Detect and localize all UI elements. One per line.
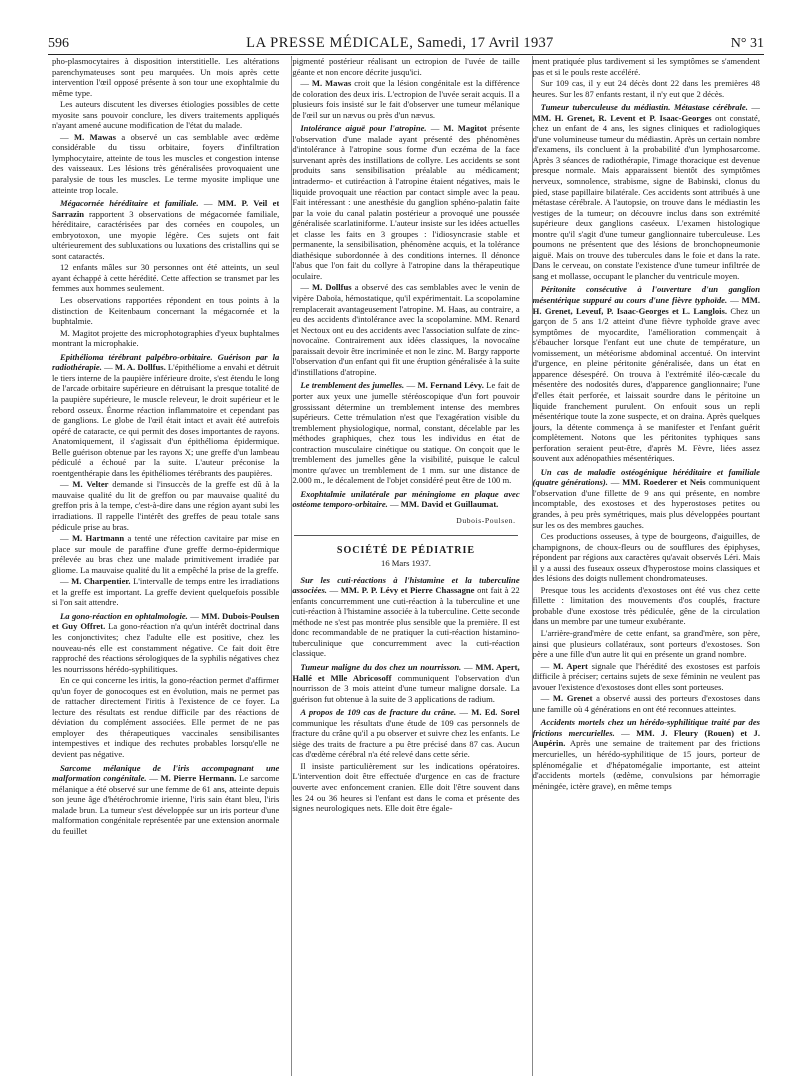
report-title: Mégacornée héréditaire et familiale. xyxy=(60,198,199,209)
report-entry: Tumeur tuberculeuse du médiastin. Métastase cérébrale. — MM. H. Grenet, R. Levent et P. Isaac-Georges ont constaté, chez un enfant de 4 ans, les signes cliniques et radiologiques d'une volumineuse tumeur du médiastin. Après un certain nombre d'examens, ils concluent à la probabilité d'un lymphosarcome. Après 3 séances de radiothérapie, l'image thoracique est devenue presque normale. Mais apparaissent bientôt des symptômes nerveux, somnolence, strabisme, signe de Babinski, clonus du pied, stase papillaire bilatérale. Ces accidents sont attribués à une métastase cérébrale. A l'autopsie, on trouve dans le médiastin les vestiges de la tumeur; on découvre inclus dans son extrémité supérieure deux ganglions caséeux. L'examen histologique montre qu'il s'agit d'une tumeur ganglionnaire tuberculeuse. Les poumons ne présentent que des lésions de bronchopneumonie aiguë. Mais on trouve des tubercules dans le foie et dans la rate. Dans le cerveau, on constate l'existence d'une tumeur infiltrée de sang et mollasse, occupant le plancher du ventricule moyen. xyxy=(532,102,760,281)
author-name: M. Grenet xyxy=(552,693,593,704)
issue-date: , Samedi, 17 Avril 1937 xyxy=(409,35,554,51)
report-title: Sarcome mélanique de l'iris accompagnant une malformation congénitale. xyxy=(52,762,280,784)
report-authors: M. Ed. Sorel xyxy=(471,707,520,718)
journal-title: LA PRESSE MÉDICALE xyxy=(246,35,410,51)
text-columns xyxy=(52,56,760,1076)
report-authors: MM. David et Guillaumat. xyxy=(400,499,499,510)
report-entry: Le tremblement des jumelles. — M. Fernand Lévy. Le fait de porter aux yeux une jumelle stéréoscopique d'un fort pouvoir grossissant détermine un tremblement intense des membres supérieurs. Cette trémulation n'est que l'exagération visible du tremblement physiologique, normal, constant, décelable par les méthodes graphiques, chez tous les individus en état de contraction musculaire cinétique ou statique. On conçoit que le tremblement des jumelles gêne la visibilité, puisque le calcul montre qu'avec un tremblement de 1 mm. sur une distance de 2.000 m., le décalement de l'objet considéré peut être de 100 m. xyxy=(292,380,520,486)
report-text: communique les résultats d'une étude de 109 cas personnels de fracture du crâne qu'il a pu observer et suivre chez les enfants. Le siège des traits de fracture a pu être précisé dans 87 cas. Aucun cas d'œdème cérébral n'a été relevé dans cette série. xyxy=(292,717,520,760)
report-text: Chez un garçon de 5 ans 1/2 atteint d'une fièvre typhoïde grave avec symptômes de myocardite, l'amélioration commençait à s'ébaucher lorsque l'enfant eut une chute de température, un vomissement, un météorisme abdominal accentué. On intervint d'urgence, en pleine péritonite généralisée, dans un état en apparence désespéré. On trouva à l'extrémité iléo-cæcale du mésentère des nodosités dures, d'apparence ganglionnaire; l'une d'elles était perforée, et laissait sourdre dans le péritoine un liquide franchement purulent. On enfouit sous un repli mésentérique toute la zone suspecte, et on draina. Après quelques jours, la détente commença à se manifester et l'enfant guérit complètement. Notons que les péritonites typhiques sans perforation seraient peut-être, d'après M. Fèvre, liées assez souvent aux adénopathies mésentériques. xyxy=(532,305,760,464)
paragraph: — M. Grenet a observé aussi des porteurs d'exostoses dans une famille où 4 générations en ont été reconnues atteintes. xyxy=(532,693,760,714)
report-text: ont fait à 22 enfants concurremment une cuti-réaction à la tuberculine et une cuti-réaction à l'histamine associée à la tuberculine. Cette seconde méthode ne s'est pas montrée plus sensible que la première. Il est donc recommandable de ne pratiquer la cuti-réaction histamino-tuberculinique que concurremment avec la cuti-réaction classique. xyxy=(292,585,520,659)
report-text: communiquent l'observation d'une fillette de 9 ans qui présente, en nombre incomptable, des exostoses et des hyperostoses petites ou grandes, à peu près symétriques, mais plus développées pourtant sur les os des membres gauches. xyxy=(532,477,760,530)
report-title: Tumeur maligne du dos chez un nourrisson. xyxy=(300,661,462,672)
paragraph-text: a observé aussi des porteurs d'exostoses dans une famille où 4 générations en ont été reconnues atteintes. xyxy=(532,693,760,714)
report-entry: Sarcome mélanique de l'iris accompagnant une malformation congénitale. — M. Pierre Hermann. Le sarcome mélanique a été observé sur une femme de 61 ans, atteinte depuis son jeune âge d'hétérochromie irienne, l'iris sain étant bleu, l'iris malade brun. La tumeur s'est développée sur un iris porteur d'une malformation congénitale représentée par une extension anormale du feuillet xyxy=(52,762,280,836)
author-name: M. Apert xyxy=(552,660,588,671)
report-entry: Epithélioma térébrant palpébro-orbitaire. Guérison par la radiothérapie. — M. A. Dollfus. L'épithéliome a envahi et détruit le tiers interne de la paupière inférieure droite, s'est étendu le long de l'arcade orbitaire supérieure en détruisant la presque totalité de la paupière supérieure, le muscle releveur, le droit supérieur et le rebord osseux. Énorme réaction inflammatoire et cependant pas de ganglions. Le globe de l'œil était intact et avait été autrefois opéré de cataracte, ce qui permit des doses importantes de rayons. Anatomiquement, il s'agissait d'un épithélioma épidermique. Belle guérison obtenue par les rayons X; une greffe d'un lambeau pédiculé a échoué par la suite. L'auteur préconise la roentgenthérapie dans les épithéliomes térébrants des paupières. xyxy=(52,351,280,478)
report-entry: Intolérance aiguë pour l'atropine. — M. Magitot présente l'observation d'une malade ayant présenté des phénomènes d'intolérance à l'atropine sous forme d'un eczéma de la face survenant après des instillations de collyre. Les accidents se sont produits sans sensibilisation préalable au médicament; intradermo- et cutiréaction à l'atropine étaient négatives, mais le liquide provoquait une réaction par contact simple avec la peau. Fait intéressant : une anesthésie du ganglion sphéno-palatin faite par la voie du canal palatin postérieur a provoqué une poussée généralisée scarlatiniforme. L'auteur insiste sur les idées actuelles et classe les faits en 3 groupes : l'idiosyncrasie stable et permanente, la sensibilisation, phénomène acquis, et la tolérance diathésique subordonnée à des conditions internes. Il dénonce l'abus que l'on fait du collyre à l'atropine dans la thérapeutique oculaire. xyxy=(292,123,520,281)
paragraph: — M. Mawas a observé un cas semblable avec œdème considérable du tissu orbitaire, foyers d'infiltration lymphocytaire, atteinte de tous les muscles et congestion intense des vaisseaux. Les lésions très généralisées provoquaient une paralysie de tous les muscles. Le terme myosite implique une atteinte trop locale. xyxy=(52,131,280,195)
report-authors: M. A. Dollfus. xyxy=(114,362,166,373)
report-entry: Exophtalmie unilatérale par méningiome en plaque avec ostéome temporo-orbitaire. — MM. David et Guillaumat. xyxy=(292,488,520,510)
report-text: présente l'observation d'une malade ayant présenté des phénomènes d'intolérance à l'atropine sous forme d'un eczéma de la face survenant après des instillations de collyre. Les accidents se sont produits sans sensibilisation préalable au médicament; intradermo- et cutiréaction à l'atropine étaient négatives, mais le liquide provoquait une réaction par contact simple avec la peau. Fait intéressant : une anesthésie du ganglion sphéno-palatin faite par la voie du canal palatin postérieur a provoqué une poussée généralisée scarlatiniforme. L'auteur insiste sur les idées actuelles et classe les faits en 3 groupes : l'idiosyncrasie stable et permanente, la sensibilisation, phénomène acquis, et la tolérance diathésique subordonnée à des conditions internes. Il dénonce l'abus que l'on fait du collyre à l'atropine dans la thérapeutique oculaire. xyxy=(292,123,520,281)
report-title: A propos de 109 cas de fracture du crâne. xyxy=(300,707,457,718)
paragraph: pho-plasmocytaires à disposition interstitielle. Les altérations parenchymateuses sont peu marquées. Un mois après cette intervention l'œil opposé présente à son tour une exophtalmie du même type. xyxy=(52,56,280,98)
paragraph: M. Magitot projette des microphotographies d'yeux buphtalmes montrant la microphakie. xyxy=(52,327,280,349)
column-1 xyxy=(52,56,279,1076)
paragraph: — M. Dollfus a observé des cas semblables avec le venin de vipère Daboïa, hémostatique, qu'il expérimentait. La scopolamine remplacerait avantageusement l'atropine. M. Haas, au contraire, a eu des accidents d'intolérance avec la scopolamine. MM. Renard et Nectoux ont eu des accidents avec l'association sulfate de zinc-novocaïne. Contrairement aux idées classiques, la novocaïne paraissait devoir être incriminée et non le zinc. M. Bargy rapporte l'observation d'un enfant qui fit une éruption généralisée à la suite d'instillations d'atropine. xyxy=(292,282,520,377)
report-authors: MM. H. Grenet, R. Levent et P. Isaac-Georges xyxy=(532,112,712,123)
paragraph-text: a observé des cas semblables avec le venin de vipère Daboïa, hémostatique, qu'il expérimentait. La scopolamine remplacerait avantageusement l'atropine. M. Haas, au contraire, a eu des accidents d'intolérance avec la scopolamine. MM. Renard et Nectoux ont eu des accidents avec l'association sulfate de zinc-novocaïne. Contrairement aux idées classiques, la novocaïne paraissait devoir être incriminée et non le zinc. M. Bargy rapporte l'observation d'un enfant qui fit une éruption généralisée à la suite d'instillations d'atropine. xyxy=(292,282,520,377)
report-authors: MM. H. Grenet, Leveuf, P. Isaac-Georges et L. Langlois. xyxy=(532,295,760,316)
paragraph: — M. Apert signale que l'hérédité des exostoses est parfois difficile à préciser; certains sujets de sexe féminin ne veulent pas avouer l'existence d'exostoses dont elles sont porteuses. xyxy=(532,660,760,692)
report-text: Le sarcome mélanique a été observé sur une femme de 61 ans, atteinte depuis son jeune âge d'hétérochromie irienne, l'iris sain étant bleu, l'iris malade brun. La tumeur s'est développée sur un iris porteur d'une malformation congénitale représentée par une extension anormale du feuillet xyxy=(52,773,280,836)
paragraph-text: demande si l'insuccès de la greffe est dû à la mauvaise qualité du lit de greffon ou par mauvaise qualité du greffon pris à la tempe, c'est-à-dire dans une région ayant subi les irradiations. Il rappelle l'intérêt des greffes de peau totale sans pédicule prise au bras. xyxy=(52,479,280,532)
paragraph: Il insiste particulièrement sur les indications opératoires. L'intervention doit être effectuée d'urgence en cas de fracture ouverte avec enfoncement cranien. Elle doit l'être souvent dans les 24 ou 36 heures si l'enfant est dans le coma et présente des signes neurologiques nets. Elle doit être égale- xyxy=(292,760,520,814)
report-title: La gono-réaction en ophtalmologie. xyxy=(60,610,188,621)
paragraph: Presque tous les accidents d'exostoses ont été vus chez cette fillette : limitation des mouvements d'os couplés, fracture probable d'une exostose très pédiculée, gêne de la circulation dans un membre par une tumeur exubérante. xyxy=(532,584,760,627)
report-authors: MM. P. Veil et Sarrazin xyxy=(52,198,280,219)
report-title: Le tremblement des jumelles. xyxy=(300,380,405,391)
report-text: Après une semaine de traitement par des frictions mercurielles, un hérédo-syphilitique de 15 jours, porteur de splénomégalie et d'hépatomégalie importante, est atteint d'accidents mortels (œdème, convulsions par hémorragie méningée, ictère grave), en même temps xyxy=(532,738,760,791)
author-name: M. Velter xyxy=(72,479,109,490)
report-authors: M. Magitot xyxy=(443,123,487,134)
report-entry: La gono-réaction en ophtalmologie. — MM. Dubois-Poulsen et Guy Offret. La gono-réaction n'a qu'un intérêt doctrinal dans les conjonctivites; chez l'adulte elle est positive, chez les nouveau-nés elle est constamment négative. Ce fait doit être rapproché des réactions sérologiques de la syphilis négatives chez les nourrissons hérédo-syphilitiques. xyxy=(52,610,280,674)
author-name: M. Hartmann xyxy=(71,533,125,544)
report-authors: MM. P. P. Lévy et Pierre Chassagne xyxy=(340,585,475,596)
report-text: rapportent 3 observations de mégacornée familiale, héréditaire, caractérisées par des cornées en coupoles, un embryotoxon, une myopie légère. Ces sujets ont fait ultérieurement des subluxations ou luxations des cristallins qui se sont cataractés. xyxy=(52,208,280,261)
session-date: 16 Mars 1937. xyxy=(381,558,431,569)
paragraph: 12 enfants mâles sur 30 personnes ont été atteints, un seul ayant échappé à cette hérédité. Cette affection se transmet par les femmes aux hommes seulement. xyxy=(52,262,280,294)
section-divider xyxy=(294,535,517,536)
report-title: Sur les cuti-réactions à l'histamine et la tuberculine associées. xyxy=(292,574,520,596)
paragraph: pigmenté postérieur réalisant un ectropion de l'uvée de taille géante et non encore décrite jusqu'ici. xyxy=(292,56,520,77)
paragraph: Sur 109 cas, il y eut 24 décès dont 22 dans les premières 48 heures. Sur les 87 enfants restant, il n'y eut que 2 décès. xyxy=(532,78,760,99)
paragraph: Les auteurs discutent les diverses étiologies possibles de cette myosite sans pouvoir conclure, les divers traitements appliqués n'ayant amené aucune modification de l'état du malade. xyxy=(52,99,280,131)
issue-number: N° 31 xyxy=(730,36,764,51)
column-3 xyxy=(532,56,760,1076)
paragraph-text: a observé un cas semblable avec œdème considérable du tissu orbitaire, foyers d'infiltration lymphocytaire, atteinte de tous les muscles et congestion intense des vaisseaux. Les lésions très généralisées provoquaient une paralysie de tous les muscles. Le terme myosite implique une atteinte trop locale. xyxy=(52,131,280,195)
page-number: 596 xyxy=(48,36,69,51)
report-entry: Accidents mortels chez un hérédo-syphilitique traité par des frictions mercurielles. — MM. J. Fleury (Rouen) et J. Aupérin. Après une semaine de traitement par des frictions mercurielles, un hérédo-syphilitique de 15 jours, porteur de splénomégalie et d'hépatomégalie importante, est atteint d'accidents mortels (œdème, convulsions par hémorragie méningée, ictère grave), en même temps xyxy=(532,717,760,791)
report-authors: MM. Apert, Hallé et Mlle Abricosoff xyxy=(292,661,520,683)
paragraph: ment pratiquée plus tardivement si les symptômes se s'amendent pas et si le pouls reste accéléré. xyxy=(532,56,760,77)
report-title: Exophtalmie unilatérale par méningiome en plaque avec ostéome temporo-orbitaire. xyxy=(292,488,520,510)
signature: Dubois-Poulsen. xyxy=(456,515,516,525)
report-entry: A propos de 109 cas de fracture du crâne. — M. Ed. Sorel communique les résultats d'une étude de 109 cas personnels de fracture du crâne qu'il a pu observer et suivre chez les enfants. Le siège des traits de fracture a pu être précisé dans 87 cas. Aucun cas d'œdème cérébral n'a été relevé dans cette série. xyxy=(292,707,520,760)
report-entry: Tumeur maligne du dos chez un nourrisson. — MM. Apert, Hallé et Mlle Abricosoff communiquent l'observation d'un nourrisson de 3 mois atteint d'une tumeur maligne dorsale. La guérison fut obtenue à la suite de 3 applications de radium. xyxy=(292,661,520,704)
report-title: Epithélioma térébrant palpébro-orbitaire. Guérison par la radiothérapie. xyxy=(52,351,280,373)
society-title: SOCIÉTÉ DE PÉDIATRIE xyxy=(336,544,476,556)
report-title: Accidents mortels chez un hérédo-syphilitique traité par des frictions mercurielles. xyxy=(532,717,760,738)
report-title: Un cas de maladie ostéogénique héréditaire et familiale (quatre générations). xyxy=(532,466,760,488)
report-title: Péritonite consécutive à l'ouverture d'un ganglion mésentérique suppuré au cours d'une fièvre typhoïde. xyxy=(532,284,760,306)
paragraph: L'arrière-grand'mère de cette enfant, sa grand'mère, son père, ainsi que plusieurs collatéraux, sont porteurs d'exostoses. Son père a une fille d'un autre lit qui en présente un grand nombre. xyxy=(532,627,760,660)
report-entry: Mégacornée héréditaire et familiale. — MM. P. Veil et Sarrazin rapportent 3 observations de mégacornée familiale, héréditaire, caractérisées par des cornées en coupoles, un embryotoxon, une myopie légère. Ces sujets ont fait ultérieurement des subluxations ou luxations des cristallins qui se sont cataractés. xyxy=(52,198,280,261)
paragraph-text: L'intervalle de temps entre les irradiations et la greffe est important. La greffe devient quelquefois possible si l'on sait attendre. xyxy=(52,576,280,608)
report-authors: M. Fernand Lévy. xyxy=(417,380,484,391)
report-text: Le fait de porter aux yeux une jumelle stéréoscopique d'un fort pouvoir grossissant détermine un tremblement intense des membres supérieurs. Cette trémulation n'est que l'exagération visible du tremblement physiologique, normal, constant, décelable par les méthodes graphiques, chez tous les individus en état de contraction musculaire cinétique ou statique. On conçoit que le tremblement des jumelles gêne la visibilité, puisque le calcul montre qu'avec un tremblement de 1 mm. sur une distance de 2.000 m., le décalement de l'objet considéré peut être de 100 m. xyxy=(292,380,520,486)
paragraph: Ces productions osseuses, à type de bourgeons, d'aiguilles, de champignons, de choux-fleurs ou de soufflures des épiphyses, répondent par régions aux caractères qu'avait observés Léri. Mais il y a aussi des fuseaux osseux d'hyperostose moins classiques et des lésions des doigts nullement chondromateuses. xyxy=(532,531,760,584)
page-header xyxy=(48,30,764,55)
author-name: M. Mawas xyxy=(74,131,116,142)
paragraph: — M. Charpentier. L'intervalle de temps entre les irradiations et la greffe est important. La greffe devient quelquefois possible si l'on sait attendre. xyxy=(52,576,280,608)
author-name: M. Charpentier. xyxy=(71,576,131,587)
report-authors: MM. Roederer et Neis xyxy=(622,477,706,488)
paragraph: — M. Hartmann a tenté une réfection cavitaire par mise en place sur moule de paraffine d'une greffe dermo-épidermique prélevée au bras chez une malade primitivement irradiée par gliome. La mauvaise qualité du lit a empêché la prise de la greffe. xyxy=(52,533,280,575)
author-name: M. Dollfus xyxy=(312,282,352,293)
report-authors: M. Pierre Hermann. xyxy=(160,773,237,784)
paragraph-text: croit que la lésion congénitale est la différence de coloration des deux iris. L'ectropion de l'uvée serait acquis. Il a plusieurs fois insisté sur le fait d'observer une tumeur mélanique de l'œil sur un nævus ou près d'un nævus. xyxy=(292,78,520,120)
report-text: communiquent l'observation d'un nourrisson de 3 mois atteint d'une tumeur maligne dorsale. La guérison fut obtenue à la suite de 3 applications de radium. xyxy=(292,672,520,704)
paragraph: — M. Velter demande si l'insuccès de la greffe est dû à la mauvaise qualité du lit de greffon ou par mauvaise qualité du greffon pris à la tempe, c'est-à-dire dans une région ayant subi les irradiations. Il rappelle l'intérêt des greffes de peau totale sans pédicule prise au bras. xyxy=(52,479,280,532)
paragraph-text: a tenté une réfection cavitaire par mise en place sur moule de paraffine d'une greffe dermo-épidermique prélevée au bras chez une malade primitivement irradiée par gliome. La mauvaise qualité du lit a empêché la prise de la greffe. xyxy=(52,533,280,575)
author-name: M. Mawas xyxy=(311,78,352,89)
report-entry: Un cas de maladie ostéogénique héréditaire et familiale (quatre générations). — MM. Roederer et Neis communiquent l'observation d'une fillette de 9 ans qui présente, en nombre incomptable, des exostoses et des hyperostoses petites ou grandes, à peu près symétriques, mais plus développées pourtant sur les os des membres gauches. xyxy=(532,466,760,530)
paragraph: — M. Mawas croit que la lésion congénitale est la différence de coloration des deux iris. L'ectropion de l'uvée serait acquis. Il a plusieurs fois insisté sur le fait d'observer une tumeur mélanique de l'œil sur un nævus ou près d'un nævus. xyxy=(292,78,520,120)
paragraph-text: signale que l'hérédité des exostoses est parfois difficile à préciser; certains sujets de sexe féminin ne veulent pas avouer l'existence d'exostoses dont elles sont porteuses. xyxy=(532,660,760,692)
column-2 xyxy=(291,56,519,1076)
paragraph: Les observations rapportées répondent en tous points à la distinction de Keitenbaum concernant la mégacornée et la buphtalmie. xyxy=(52,295,280,327)
report-text: La gono-réaction n'a qu'un intérêt doctrinal dans les conjonctivites; chez l'adulte elle est positive, chez les nouveau-nés elle est constamment négative. Ce fait doit être rapproché des réactions sérologiques de la syphilis négatives chez les nourrissons hérédo-syphilitiques. xyxy=(52,621,280,674)
report-authors: MM. Dubois-Poulsen et Guy Offret. xyxy=(52,610,280,632)
report-text: L'épithéliome a envahi et détruit le tiers interne de la paupière inférieure droite, s'est étendu le long de l'arcade orbitaire supérieure en détruisant la presque totalité de la paupière supérieure, le muscle releveur, le droit supérieur et le rebord osseux. Énorme réaction inflammatoire et cependant pas de ganglions. Le globe de l'œil était intact et avait été autrefois opéré de cataracte, ce qui permit des doses importantes de rayons. Anatomiquement, il s'agissait d'un épithélioma épidermique. Belle guérison obtenue par les rayons X; une greffe d'un lambeau pédiculé a échoué par la suite. L'auteur préconise la roentgenthérapie dans les épithéliomes térébrants des paupières. xyxy=(52,362,280,478)
report-title: Tumeur tuberculeuse du médiastin. Métastase cérébrale. xyxy=(540,102,748,113)
report-title: Intolérance aiguë pour l'atropine. xyxy=(300,123,427,134)
journal-header xyxy=(246,35,553,52)
report-text: ont constaté, chez un enfant de 4 ans, les signes cliniques et radiologiques d'une volumineuse tumeur du médiastin. Après un certain nombre d'examens, ils concluent à la probabilité d'un lymphosarcome. Après 3 séances de radiothérapie, l'image thoracique est devenue presque normale. Mais apparaissent bientôt des symptômes nerveux, somnolence, strabisme, signe de Babinski, clonus du pied, stase papillaire bilatérale. Ces accidents sont attribués à une métastase cérébrale. A l'autopsie, on trouve dans le médiastin les vestiges de la tumeur; on découvre inclus dans son extrémité supérieure deux ganglions caséeux. L'examen histologique montre qu'il s'agit d'une tumeur ganglionnaire tuberculeuse. Les poumons ne présentent que des lésions de bronchopneumonie aiguë. Mais on trouve des tubercules dans le foie et dans la rate. Dans le cerveau, on constate l'existence d'une tumeur infiltrée de sang et mollasse, occupant le plancher du ventricule moyen. xyxy=(532,112,760,281)
report-authors: MM. J. Fleury (Rouen) et J. Aupérin. xyxy=(532,727,760,749)
paragraph: En ce qui concerne les iritis, la gono-réaction permet d'affirmer qu'un foyer de gonocoques est en évolution, mais ne permet pas de rattacher directement l'iritis à l'existence de ce foyer. La lecture des résultats est rendue difficile par des réactions de déviation du complément associées. Elle permet de ne pas employer des thérapeutiques vaccinales sensibilisantes intempestives et indique des rechutes probables lorsqu'elle ne devient pas négative. xyxy=(52,675,280,759)
report-entry: Péritonite consécutive à l'ouverture d'un ganglion mésentérique suppuré au cours d'une fièvre typhoïde. — MM. H. Grenet, Leveuf, P. Isaac-Georges et L. Langlois. Chez un garçon de 5 ans 1/2 atteint d'une fièvre typhoïde grave avec symptômes de myocardite, l'amélioration commençait à s'ébaucher lorsque l'enfant eut une chute de température, un vomissement, un météorisme abdominal accentué. On intervint d'urgence, en pleine péritonite généralisée, dans un état en apparence désespéré. On trouva à l'extrémité iléo-cæcale du mésentère des nodosités dures, d'apparence ganglionnaire; l'une d'elles était perforée, et laissait sourdre dans le péritoine un liquide franchement purulent. On enfouit sous un repli mésentérique toute la zone suspecte, et on draina. Après quelques jours, la détente commença à se manifester et l'enfant guérit complètement. Notons que les péritonites typhiques sans perforation seraient peut-être, d'après M. Fèvre, liées assez souvent aux adénopathies mésentériques. xyxy=(532,284,760,464)
report-entry: Sur les cuti-réactions à l'histamine et la tuberculine associées. — MM. P. P. Lévy et Pierre Chassagne ont fait à 22 enfants concurremment une cuti-réaction à la tuberculine et une cuti-réaction à l'histamine associée à la tuberculine. Cette seconde méthode ne s'est pas montrée plus sensible que la première. Il est donc recommandable de ne pratiquer la cuti-réaction histamino-tuberculinique que concurremment avec la cuti-réaction classique. xyxy=(292,574,520,659)
